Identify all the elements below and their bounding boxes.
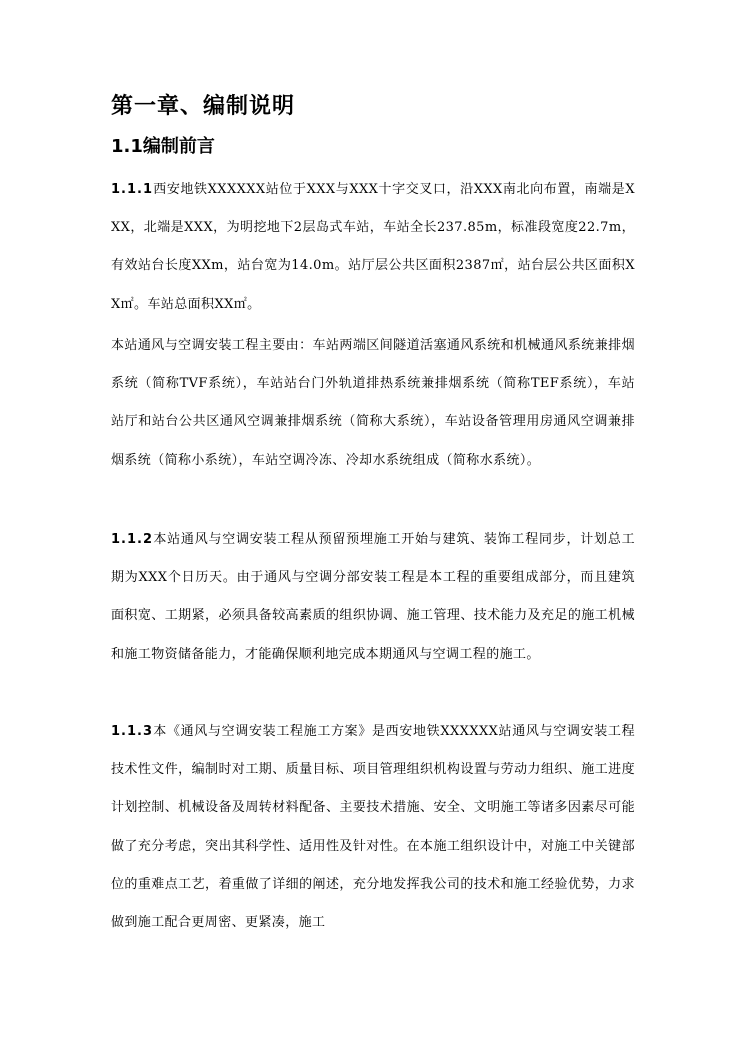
paragraph-1-1-3 <box>111 713 635 942</box>
chapter-title: 第一章、编制说明 <box>111 94 296 119</box>
paragraph-text: 本《通风与空调安装工程施工方案》是西安地铁XXXXXX站通风与空调安装工程技术性文件，编制时对工期、质量目标、项目管理组织机构设置与劳动力组织、施工进度计划控制、机械设备及周转材料配备、主要技术措施、安全、文明施工等诸多因素尽可能做了充分考虑，突出其科学性、适用性及针对性。在本施工组织设计中，对施工中关键部位的重难点工艺，着重做了详细的阐述，充分地发挥我公司的技术和施工经验优势，力求做到施工配合更周密、更紧凑，施工 <box>111 724 635 931</box>
section-title: 1.1编制前言 <box>111 136 215 157</box>
paragraph-text: 本站通风与空调安装工程主要由：车站两端区间隧道活塞通风系统和机械通风系统兼排烟系统（简称TVF系统），车站站台门外轨道排热系统兼排烟系统（简称TEF系统），车站站厅和站台公共区通风空调兼排烟系统（简称大系统），车站设备管理用房通风空调兼排烟系统（简称小系统），车站空调冷冻、冷却水系统组成（简称水系统）。 <box>111 338 635 468</box>
paragraph-number: 1.1.3 <box>111 724 154 739</box>
paragraph-1-1-2 <box>111 521 635 674</box>
paragraph-text: 西安地铁XXXXXX站位于XXX与XXX十字交叉口，沿XXX南北向布置，南端是XXX，北端是XXX，为明挖地下2层岛式车站，车站全长237.85m，标准段宽度22.7m，有效站台长度XXm，站台宽为14.0m。站厅层公共区面积2387㎡，站台层公共区面积XX㎡。车站总面积XX㎡。 <box>111 182 635 312</box>
paragraph-1-1-1 <box>111 171 635 324</box>
paragraph-system-composition <box>111 327 635 480</box>
paragraph-text: 本站通风与空调安装工程从预留预埋施工开始与建筑、装饰工程同步，计划总工期为XXX个日历天。由于通风与空调分部安装工程是本工程的重要组成部分，而且建筑面积宽、工期紧，必须具备较高素质的组织协调、施工管理、技术能力及充足的施工机械和施工物资储备能力，才能确保顺利地完成本期通风与空调工程的施工。 <box>111 532 635 662</box>
paragraph-number: 1.1.2 <box>111 532 154 547</box>
paragraph-number: 1.1.1 <box>111 182 154 197</box>
